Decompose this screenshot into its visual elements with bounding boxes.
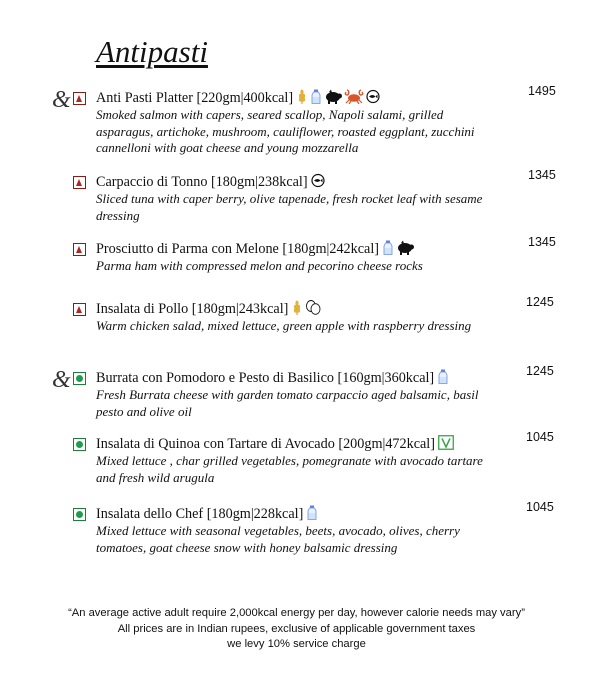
wheat-icon <box>291 300 303 315</box>
dish-name: Insalata di Pollo [180gm|243kcal] <box>96 300 323 320</box>
vegan-icon <box>438 435 454 450</box>
footer-notes <box>0 606 593 653</box>
dish-price: 1045 <box>526 500 554 514</box>
dish-name: Insalata di Quinoa con Tartare di Avocado [200gm|472kcal] <box>96 435 456 455</box>
wheat-icon <box>296 89 308 104</box>
signature-symbol: & <box>52 367 71 393</box>
dish-price: 1245 <box>526 364 554 378</box>
dish-description: Smoked salmon with capers, seared scallop, Napoli salami, grilled asparagus, artichoke, mushroom, cauliflower, roasted eggplant, zucchini cannelloni with goat cheese and young mozzarella <box>96 107 475 155</box>
fish-icon <box>311 173 325 188</box>
dish-price: 1495 <box>528 84 556 98</box>
dish-name: Prosciutto di Parma con Melone [180gm|242kcal] <box>96 240 416 260</box>
dish-description: Parma ham with compressed melon and pecorino cheese rocks <box>96 258 423 273</box>
dish-description: Mixed lettuce , char grilled vegetables, pomegranate with avocado tartare and fresh wild arugula <box>96 453 483 485</box>
veg-icon <box>73 508 86 521</box>
non-veg-icon <box>73 303 86 316</box>
dish-name: Anti Pasti Platter [220gm|400kcal] <box>96 89 382 109</box>
dish-price: 1345 <box>528 235 556 249</box>
dish-description: Sliced tuna with caper berry, olive tapenade, fresh rocket leaf with sesame dressing <box>96 191 483 223</box>
pork-icon <box>324 89 342 104</box>
dish-price: 1345 <box>528 168 556 182</box>
section-title: Antipasti <box>96 34 208 69</box>
egg-icon <box>305 300 321 315</box>
milk-icon <box>306 505 318 520</box>
veg-icon <box>73 438 86 451</box>
dish-name: Insalata dello Chef [180gm|228kcal] <box>96 505 320 525</box>
dish-description: Mixed lettuce with seasonal vegetables, beets, avocado, olives, cherry tomatoes, goat cheese snow with honey balsamic dressing <box>96 523 460 555</box>
veg-icon <box>73 372 86 385</box>
dish-name: Carpaccio di Tonno [180gm|238kcal] <box>96 173 327 193</box>
service-charge-note: we levy 10% service charge <box>227 638 366 650</box>
dish-description: Warm chicken salad, mixed lettuce, green apple with raspberry dressing <box>96 318 472 333</box>
milk-icon <box>382 240 394 255</box>
fish-icon <box>366 89 380 104</box>
dish-price: 1245 <box>526 295 554 309</box>
dish-description: Fresh Burrata cheese with garden tomato carpaccio aged balsamic, basil pesto and olive oil <box>96 387 479 419</box>
price-note: All prices are in Indian rupees, exclusive of applicable government taxes <box>117 622 476 635</box>
crab-icon <box>344 89 364 104</box>
dish-price: 1045 <box>526 430 554 444</box>
non-veg-icon <box>73 243 86 256</box>
calorie-note: “An average active adult require 2,000kcal energy per day, however calorie needs may vary” <box>68 607 525 619</box>
signature-symbol: & <box>52 87 71 113</box>
milk-icon <box>437 369 449 384</box>
non-veg-icon <box>73 176 86 189</box>
milk-icon <box>310 89 322 104</box>
pork-icon <box>396 240 414 255</box>
dish-name: Burrata con Pomodoro e Pesto di Basilico [160gm|360kcal] <box>96 369 451 389</box>
non-veg-icon <box>73 92 86 105</box>
